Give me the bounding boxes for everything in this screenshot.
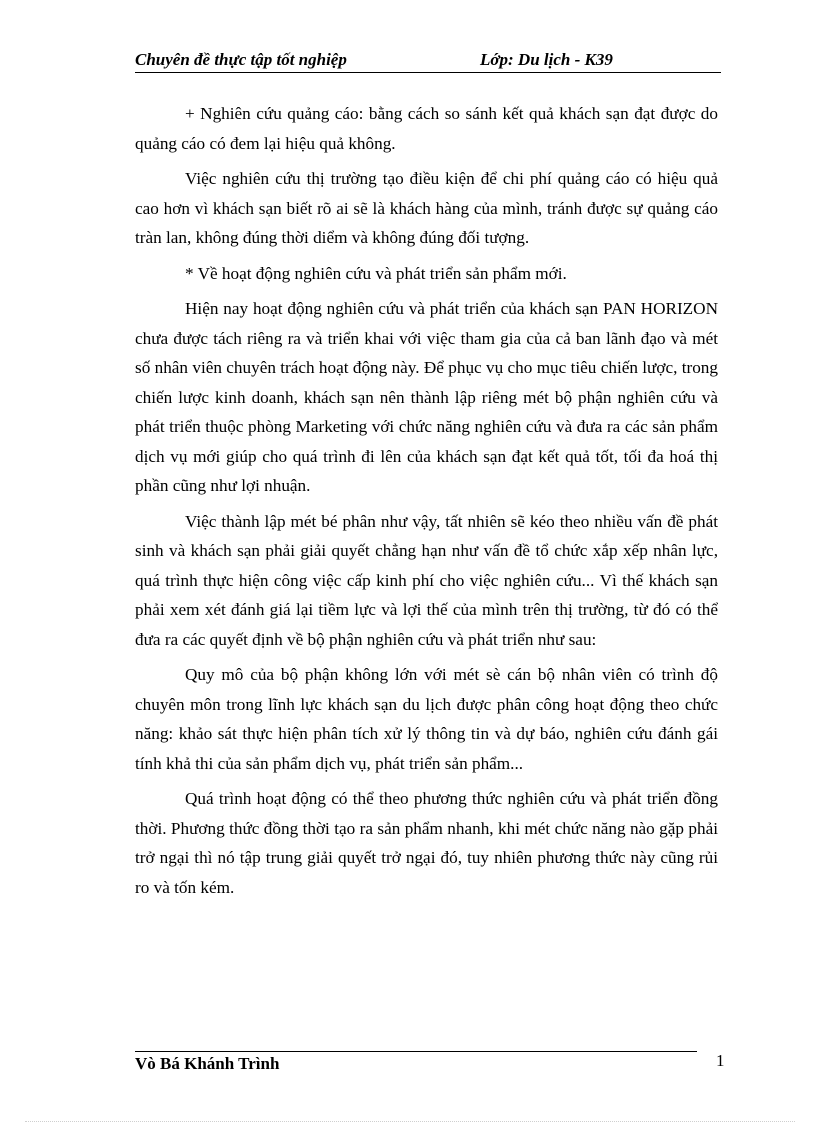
paragraph: Quá trình hoạt động có thể theo phương thức nghiên cứu và phát triển đồng thời. Phương thức đồng thời tạo ra sản phẩm nhanh, khi mét chức năng nào gặp phải trở ngại thì nó tập trung giải quyết trở ngại đó, tuy nhiên phương thức này cũng rủi ro và tốn kém. (135, 789, 718, 897)
page-number: 1 (716, 1051, 725, 1070)
paragraph: + Nghiên cứu quảng cáo: bằng cách so sánh kết quả khách sạn đạt được do quảng cáo có đem lại hiệu quả không. (135, 104, 718, 153)
footer-divider (135, 1051, 697, 1052)
paragraph: Việc nghiên cứu thị trường tạo điều kiện để chi phí quảng cáo có hiệu quả cao hơn vì khách sạn biết rõ ai sẽ là khách hàng của mình, tránh được sự quảng cáo tràn lan, không đúng thời diểm và không đúng đối tượng. (135, 169, 718, 247)
paragraph: Quy mô của bộ phận không lớn với mét sè cán bộ nhân viên có trình độ chuyên môn trong lĩnh lực khách sạn du lịch được phân công hoạt động theo chức năng: khảo sát thực hiện phân tích xử lý thông tin và dự báo, nghiên cứu đánh gái tính khả thi của sản phẩm dịch vụ, phát triển sản phẩm... (135, 665, 718, 773)
paragraph: * Về hoạt động nghiên cứu và phát triển sản phẩm mới. (185, 263, 567, 283)
page-header (135, 50, 721, 73)
paragraph: Việc thành lập mét bé phân như vậy, tất nhiên sẽ kéo theo nhiều vấn đề phát sinh và khách sạn phải giải quyết chẳng hạn như vấn đề tổ chức xắp xếp nhân lực, quá trình thực hiện công việc cấp kinh phí cho việc nghiên cứu... Vì thế khách sạn phải xem xét đánh giá lại tiềm lực và lợi thế của mình trên thị trường, từ đó có thể đưa ra các quyết định về bộ phận nghiên cứu và phát triển như sau: (135, 511, 718, 649)
page-bottom-edge (25, 1121, 795, 1122)
header-course-title: Chuyên đề thực tập tốt nghiệp (135, 50, 347, 69)
document-body (135, 99, 718, 908)
paragraph: Hiện nay hoạt động nghiên cứu và phát triển của khách sạn PAN HORIZON chưa được tách riêng ra và triển khai với việc tham gia của cả ban lãnh đạo và mét số nhân viên chuyên trách hoạt động này. Để phục vụ cho mục tiêu chiến lược, trong chiến lược kinh doanh, khách sạn nên thành lập riêng mét bộ phận nghiên cứu và phát triển thuộc phòng Marketing với chức năng nghiên cứu và đưa ra các sản phẩm dịch vụ mới giúp cho quá trình đi lên của khách sạn đạt kết quả tốt, tối đa hoá thị phần cũng như lợi nhuận. (135, 299, 718, 495)
header-class-label: Lớp: Du lịch - K39 (480, 50, 613, 69)
footer-author: Vò Bá Khánh Trình (135, 1054, 280, 1073)
